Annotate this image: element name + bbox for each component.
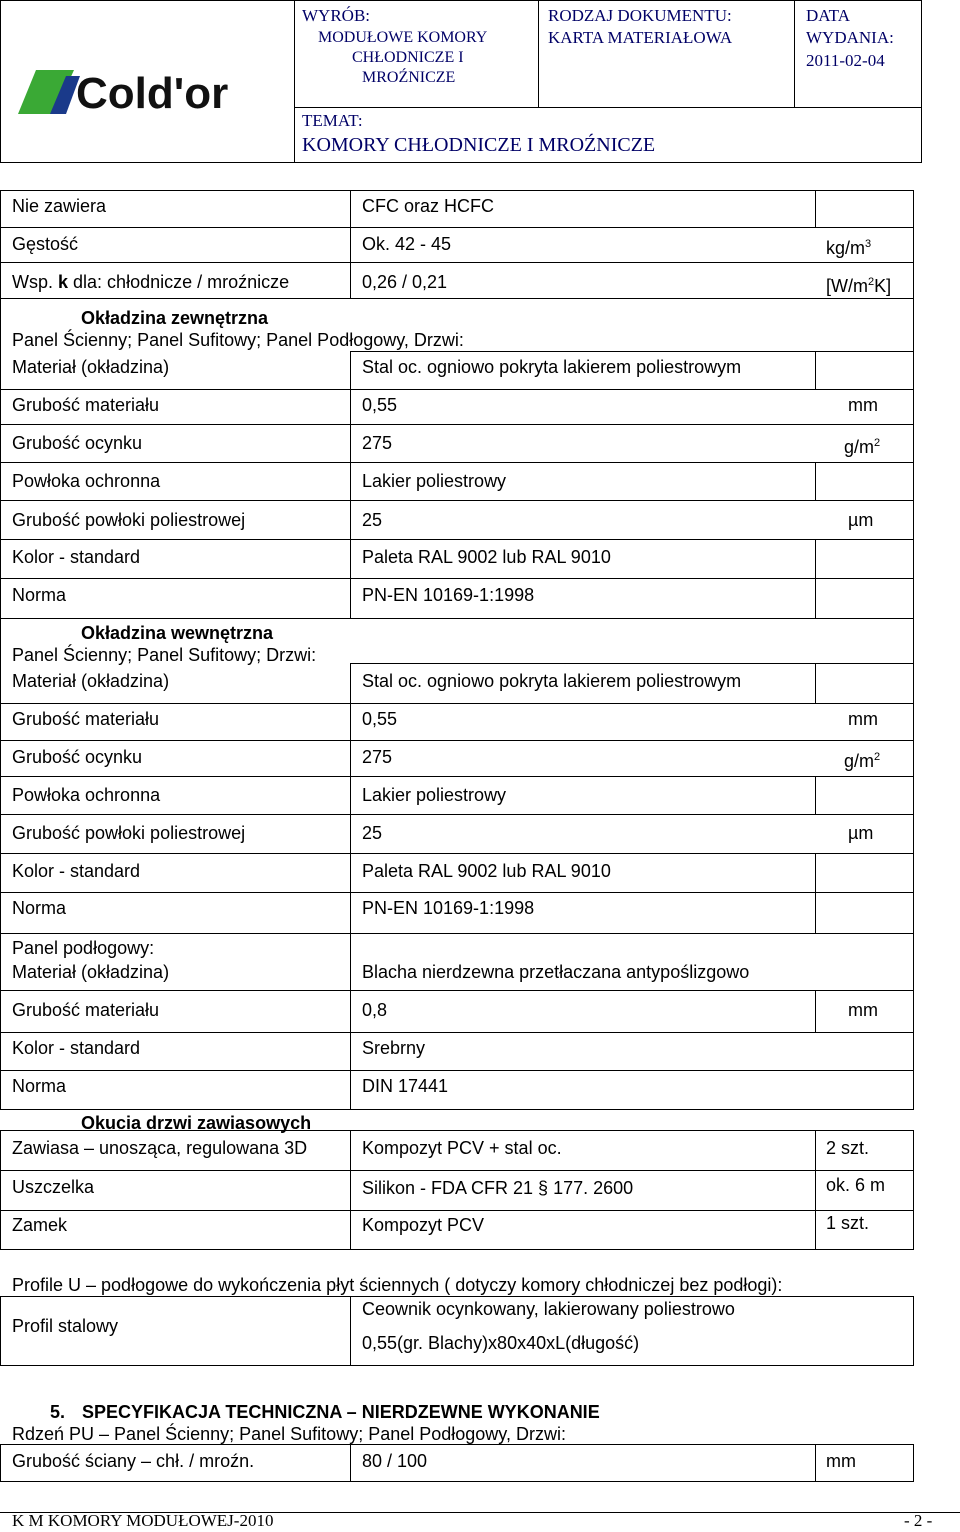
unit-superscript: 2 xyxy=(874,751,881,763)
hinges-row-unit: 2 szt. xyxy=(826,1138,870,1158)
outer-row-value: PN-EN 10169-1:1998 xyxy=(362,585,535,605)
outer-row-label: Powłoka ochronna xyxy=(12,471,161,491)
inner-row-divider xyxy=(0,892,914,893)
inner-row-label: Grubość ocynku xyxy=(12,747,143,767)
outer-row-divider xyxy=(0,578,914,579)
spec-title: SPECYFIKACJA TECHNICZNA – NIERDZEWNE WYKONANIE xyxy=(82,1402,600,1422)
general-col-divider-1 xyxy=(350,190,351,299)
hinges-row-value xyxy=(362,1177,633,1199)
inner-row-value: PN-EN 10169-1:1998 xyxy=(362,898,535,918)
outer-col-divider-2 xyxy=(815,462,816,500)
inner-row-label: Grubość powłoki poliestrowej xyxy=(12,823,246,843)
unit-superscript: 2 xyxy=(868,276,875,288)
hinges-row-unit: ok. 6 m xyxy=(826,1175,886,1195)
hinges-row-value: Kompozyt PCV + stal oc. xyxy=(362,1138,562,1158)
unit-post: K] xyxy=(874,276,892,296)
outer-row-divider xyxy=(0,500,914,501)
inner-col-divider-2 xyxy=(815,663,816,703)
doctype-label: RODZAJ DOKUMENTU: xyxy=(548,6,732,25)
outer-row-divider xyxy=(0,539,914,540)
outer-row-divider xyxy=(0,389,914,390)
profile-col-divider xyxy=(350,1296,351,1366)
floor-col-divider-1 xyxy=(350,934,351,1110)
outer-row-label: Norma xyxy=(12,585,67,605)
product-line-3: MROŹNICZE xyxy=(362,69,456,86)
general-value: CFC oraz HCFC xyxy=(362,196,495,216)
inner-row-label: Powłoka ochronna xyxy=(12,785,161,805)
outer-row-label: Grubość powłoki poliestrowej xyxy=(12,510,246,530)
general-value: 0,26 / 0,21 xyxy=(362,272,448,292)
logo-text: Cold'or xyxy=(76,69,229,116)
general-row-divider xyxy=(0,262,914,263)
product-line-2: CHŁODNICZE I xyxy=(352,49,464,66)
floor-row-value: 0,8 xyxy=(362,1000,388,1020)
floor-row-label: Kolor - standard xyxy=(12,1038,141,1058)
inner-row-label: Grubość materiału xyxy=(12,709,160,729)
floor-row-value: Blacha nierdzewna przetłaczana antypoślizgowo xyxy=(362,962,750,982)
outer-row-unit xyxy=(844,432,880,458)
floor-row-divider xyxy=(0,990,914,991)
outer-row-divider xyxy=(0,462,914,463)
spec-unit: mm xyxy=(826,1451,856,1471)
outer-row-divider xyxy=(350,351,914,352)
outer-row-value: Lakier poliestrowy xyxy=(362,471,507,491)
inner-title: Okładzina wewnętrzna xyxy=(81,623,274,643)
floor-row-label: Grubość materiału xyxy=(12,1000,160,1020)
doctype-value: KARTA MATERIAŁOWA xyxy=(548,28,733,47)
hinges-title: Okucia drzwi zawiasowych xyxy=(81,1113,312,1133)
header-divider-logo xyxy=(294,0,295,163)
inner-col-divider-2 xyxy=(815,853,816,934)
topic-label: TEMAT: xyxy=(302,111,363,130)
outer-row-unit: mm xyxy=(848,395,878,415)
hinges-col-divider-1 xyxy=(350,1130,351,1250)
inner-row-divider xyxy=(0,740,914,741)
spec-value: 80 / 100 xyxy=(362,1451,428,1471)
unit-text: g/m xyxy=(844,751,875,771)
product-label: WYRÓB: xyxy=(302,6,370,25)
inner-row-value: Paleta RAL 9002 lub RAL 9010 xyxy=(362,861,611,881)
outer-row-label: Materiał (okładzina) xyxy=(12,357,170,377)
company-logo xyxy=(14,66,276,116)
floor-row-value: Srebrny xyxy=(362,1038,426,1058)
floor-row-label: Norma xyxy=(12,1076,67,1096)
outer-subtitle: Panel Ścienny; Panel Sufitowy; Panel Podłogowy, Drzwi: xyxy=(12,330,464,350)
inner-row-divider xyxy=(350,663,914,664)
inner-row-value: Lakier poliestrowy xyxy=(362,785,507,805)
hinges-row-unit: 1 szt. xyxy=(826,1213,870,1233)
floor-row-unit: mm xyxy=(848,1000,878,1020)
inner-row-label: Norma xyxy=(12,898,67,918)
header-divider-doctype xyxy=(538,0,539,108)
inner-row-label: Materiał (okładzina) xyxy=(12,671,170,691)
general-label xyxy=(12,271,289,293)
general-label: Gęstość xyxy=(12,234,79,254)
profile-label: Profil stalowy xyxy=(12,1316,119,1336)
value-pre: Silikon - FDA CFR 21 xyxy=(362,1178,539,1198)
general-value: Ok. 42 - 45 xyxy=(362,234,452,254)
label-pre: Wsp. xyxy=(12,272,59,292)
outer-col-divider-2 xyxy=(815,351,816,389)
outer-row-label: Kolor - standard xyxy=(12,547,141,567)
unit-superscript: 3 xyxy=(865,238,872,250)
outer-row-value: 25 xyxy=(362,510,383,530)
inner-row-divider xyxy=(0,814,914,815)
general-col-divider-2 xyxy=(815,190,816,227)
hinges-row-divider xyxy=(0,1210,914,1211)
floor-title: Panel podłogowy: xyxy=(12,938,155,958)
general-row-divider xyxy=(0,227,914,228)
inner-row-divider xyxy=(0,703,914,704)
inner-row-value: 275 xyxy=(362,747,393,767)
inner-row-label: Kolor - standard xyxy=(12,861,141,881)
inner-row-divider xyxy=(0,853,914,854)
header-divider-date xyxy=(794,0,795,108)
hinges-row-value: Kompozyt PCV xyxy=(362,1215,485,1235)
outer-row-divider xyxy=(0,424,914,425)
outer-row-value: 275 xyxy=(362,433,393,453)
date-label-1: DATA xyxy=(806,6,850,25)
topic-value: KOMORY CHŁODNICZE I MROŹNICZE xyxy=(302,134,656,156)
spec-subtitle: Rdzeń PU – Panel Ścienny; Panel Sufitowy; Panel Podłogowy, Drzwi: xyxy=(12,1424,566,1444)
inner-subtitle: Panel Ścienny; Panel Sufitowy; Drzwi: xyxy=(12,645,317,665)
floor-row-label: Materiał (okładzina) xyxy=(12,962,170,982)
inner-row-unit xyxy=(844,746,880,772)
date-label-2: WYDANIA: xyxy=(806,28,894,47)
hinges-row-label: Uszczelka xyxy=(12,1177,95,1197)
value-post: 177. 2600 xyxy=(548,1178,634,1198)
profile-value-line-2: 0,55(gr. Blachy)x80x40xL(długość) xyxy=(362,1333,640,1353)
floor-row-value: DIN 17441 xyxy=(362,1076,449,1096)
spec-number: 5. xyxy=(50,1402,66,1422)
profile-title: Profile U – podłogowe do wykończenia płyt ściennych ( dotyczy komory chłodniczej bez podłogi): xyxy=(12,1275,783,1295)
inner-row-value: 25 xyxy=(362,823,383,843)
general-unit xyxy=(826,233,871,259)
spec-col-divider-1 xyxy=(350,1444,351,1482)
general-unit xyxy=(826,271,891,297)
hinges-row-label: Zamek xyxy=(12,1215,68,1235)
floor-row-divider xyxy=(0,1032,914,1033)
page-number: - 2 - xyxy=(904,1511,933,1530)
unit-pre: [W/m xyxy=(826,276,868,296)
inner-row-unit: µm xyxy=(848,823,874,843)
unit-text: g/m xyxy=(844,437,875,457)
label-post: dla: chłodnicze / mroźnicze xyxy=(68,272,290,292)
unit-superscript: 2 xyxy=(874,437,881,449)
floor-row-divider xyxy=(0,1070,914,1071)
outer-title: Okładzina zewnętrzna xyxy=(81,308,269,328)
outer-row-value: Paleta RAL 9002 lub RAL 9010 xyxy=(362,547,611,567)
header-divider-topic xyxy=(294,107,922,108)
floor-col-divider-2 xyxy=(815,990,816,1032)
section-sign-icon: § xyxy=(538,1178,549,1198)
hinges-col-divider-2 xyxy=(815,1130,816,1250)
general-label: Nie zawiera xyxy=(12,196,107,216)
outer-row-label: Grubość materiału xyxy=(12,395,160,415)
product-line-1: MODUŁOWE KOMORY xyxy=(318,29,488,46)
outer-row-label: Grubość ocynku xyxy=(12,433,143,453)
footer-left: K M KOMORY MODUŁOWEJ-2010 xyxy=(12,1511,274,1530)
spec-label: Grubość ściany – chł. / mroźn. xyxy=(12,1451,255,1471)
outer-col-divider-2 xyxy=(815,539,816,619)
inner-row-divider xyxy=(0,776,914,777)
label-bold: k xyxy=(58,272,69,292)
hinges-row-label: Zawiasa – unosząca, regulowana 3D xyxy=(12,1138,308,1158)
profile-value-line-1: Ceownik ocynkowany, lakierowany poliestrowo xyxy=(362,1299,735,1319)
outer-row-unit: µm xyxy=(848,510,874,530)
hinges-row-divider xyxy=(0,1170,914,1171)
inner-row-unit: mm xyxy=(848,709,878,729)
inner-row-value: 0,55 xyxy=(362,709,398,729)
outer-row-value: 0,55 xyxy=(362,395,398,415)
outer-row-value: Stal oc. ogniowo pokryta lakierem poliestrowym xyxy=(362,357,742,377)
inner-row-value: Stal oc. ogniowo pokryta lakierem poliestrowym xyxy=(362,671,742,691)
unit-text: kg/m xyxy=(826,238,866,258)
date-value: 2011-02-04 xyxy=(806,51,885,70)
inner-col-divider-2 xyxy=(815,776,816,814)
spec-col-divider-2 xyxy=(815,1444,816,1482)
